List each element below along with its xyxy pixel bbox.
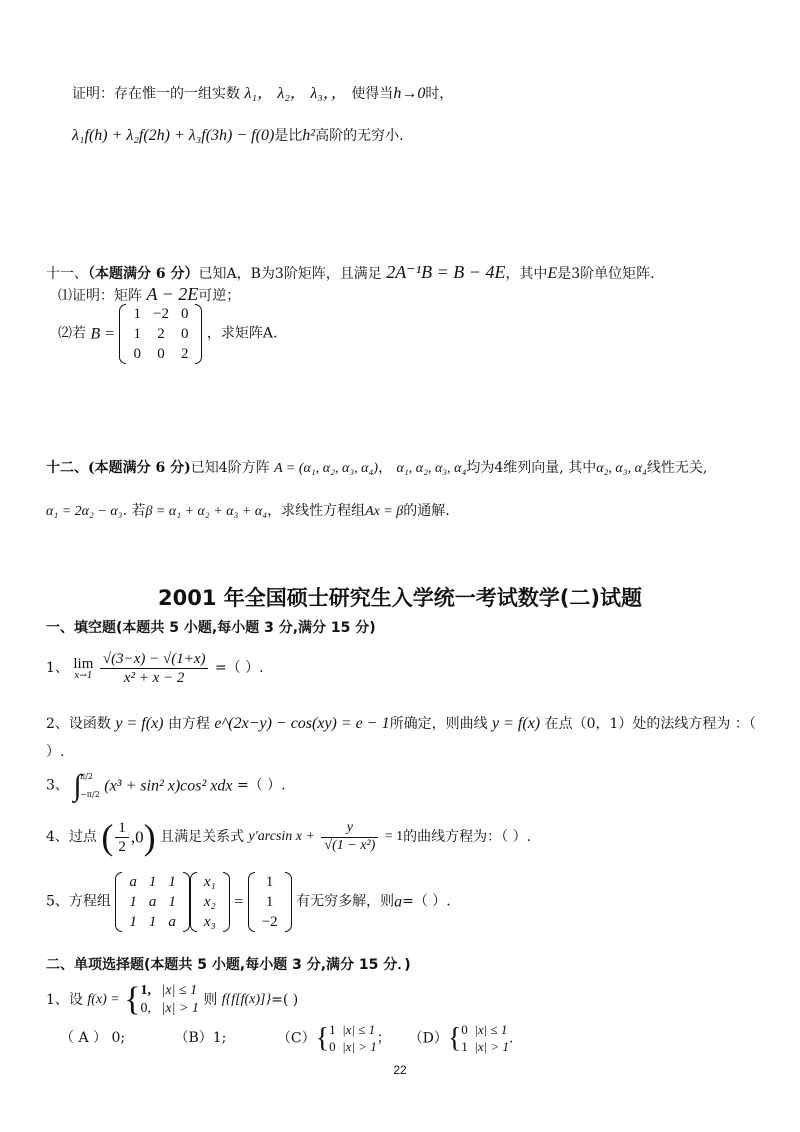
q5-text-a: 有无穷多解，则 — [296, 893, 395, 910]
q5-equals: = — [234, 893, 244, 911]
q1-lim-sub: x→1 — [74, 670, 93, 681]
q2-expr-c: y = f(x) — [492, 715, 541, 732]
q2-text-b: 由方程 — [167, 716, 210, 732]
matrix-cell: 1 — [133, 326, 141, 342]
matrix-cell: 1 — [133, 306, 141, 322]
proof-text: 证明：存在惟一的一组实数 — [72, 86, 240, 102]
q1-lim-word: lim — [73, 655, 94, 672]
q3-number: 3、 — [46, 777, 69, 794]
problem-12-line2-c: 的通解. — [403, 503, 450, 519]
q4-frac-denominator: √(1 − x²) — [324, 838, 376, 854]
s2-q1-text: 则 — [203, 992, 218, 1008]
vector-cell: x₁ — [203, 874, 216, 890]
case-2-condition: |x| > 1 — [161, 1001, 199, 1017]
option-c-end: ； — [376, 1030, 391, 1047]
q3-integrand: (x³ + sin² x)cos² xdx — [104, 777, 233, 795]
problem-11-head: 十一、 — [46, 266, 88, 282]
option-c-label: （C） — [276, 1030, 316, 1047]
d-case-2-value: 1 — [461, 1038, 468, 1054]
problem-12-matrix-A: A = (α₁, α₂, α₃, α₄) — [274, 461, 379, 476]
case-2-value: 0, — [140, 1001, 152, 1017]
part-1-expression: A − 2E — [146, 284, 199, 304]
proof-mid: 是比 — [274, 128, 303, 144]
q4-text-b: 的曲线方程为：（ ）. — [403, 829, 532, 846]
problem-12-alphas-b: α₂, α₃, α₄ — [596, 461, 647, 476]
problem-11-equation: 2A⁻¹B = B − 4E — [386, 262, 506, 282]
problem-12-comma: ， — [378, 460, 393, 476]
q2-text-a: 设函数 — [68, 716, 111, 732]
q4-expr-a: y′arcsin x + — [248, 829, 315, 845]
proof-end-2: 高阶的无穷小. — [315, 128, 404, 144]
option-b: （B）1; — [174, 1030, 227, 1047]
problem-12-head: 十二、 — [46, 460, 88, 476]
problem-11-part-2 — [58, 304, 277, 364]
proof-line-1 — [72, 84, 453, 103]
q4-point-numerator: 1 — [115, 819, 129, 838]
option-c-brace: { — [315, 1023, 330, 1055]
matrix-cell: 0 — [133, 346, 141, 362]
s1-question-3 — [46, 768, 286, 804]
vector-cell: −2 — [261, 914, 278, 930]
case-row — [329, 1039, 377, 1056]
problem-12-line-2 — [46, 503, 450, 521]
problem-12-line2-a: . 若 — [122, 503, 146, 519]
q5-rhs-vector — [248, 872, 292, 932]
integral-sign: ∫ — [73, 769, 82, 802]
option-d-cases — [461, 1022, 509, 1056]
s2-q1-options — [60, 1022, 513, 1056]
matrix-cell: 1 — [148, 874, 157, 890]
option-d-brace: { — [447, 1023, 462, 1055]
s1-question-2 — [46, 714, 756, 733]
q2-text-c: 所确定，则曲线 — [389, 716, 488, 732]
option-c-cases — [329, 1022, 377, 1056]
s1-question-1 — [46, 650, 264, 687]
problem-12-text-a: 已知4阶方阵 — [190, 460, 270, 476]
proof-h2: h² — [302, 127, 316, 144]
q4-left-paren: ( — [101, 817, 114, 857]
q4-frac-numerator: y — [321, 820, 378, 838]
s1-question-5 — [46, 872, 451, 932]
problem-11-E: E — [547, 265, 558, 282]
q4-number: 4、过点 — [46, 829, 97, 846]
c-case-1-condition: |x| ≤ 1 — [342, 1022, 376, 1037]
s2-q1-fx: f(x) = — [87, 992, 120, 1007]
problem-11-part-1 — [58, 284, 240, 306]
matrix-cell: −2 — [152, 306, 169, 322]
proof-tail: 使得当 — [351, 86, 394, 102]
q3-limits — [80, 768, 100, 803]
q4-expr-b: = 1 — [384, 829, 404, 845]
q3-lower: −π/2 — [80, 790, 100, 799]
problem-12-text-c: 线性无关, — [646, 460, 708, 476]
proof-line-2 — [72, 126, 404, 145]
case-row — [329, 1022, 377, 1039]
matrix-cell: a — [129, 874, 137, 890]
s2-question-1 — [46, 980, 298, 1021]
s1-question-4 — [46, 816, 531, 859]
problem-12-line2-b: ，求线性方程组 — [267, 503, 366, 519]
problem-12-line-1 — [46, 460, 707, 478]
problem-11-score: （本题满分 6 分） — [88, 266, 199, 282]
problem-12-alphas: α₁, α₂, α₃, α₄ — [396, 461, 467, 476]
s2-q1-expression: f{f[f(x)]} — [221, 992, 272, 1007]
matrix-B — [119, 304, 202, 364]
q1-limit — [73, 657, 93, 681]
matrix-cell: 0 — [180, 326, 189, 342]
problem-11-text-a: 已知A，B为3阶矩阵，且满足 — [198, 266, 382, 282]
problem-11-text-b: ，其中 — [505, 266, 548, 282]
q3-upper: π/2 — [80, 772, 94, 782]
proof-end: 时， — [425, 86, 454, 102]
matrix-cell: 1 — [148, 914, 157, 930]
option-d-label: （D） — [408, 1030, 448, 1047]
section-1-heading: 一、填空题(本题共 5 小题,每小题 3 分,满分 15 分) — [46, 620, 376, 636]
option-a: （ A ） 0; — [60, 1030, 126, 1047]
matrix-cell: 0 — [157, 346, 165, 362]
s2-q1-brace: { — [124, 981, 141, 1018]
lambda-1: λ₁， — [244, 85, 273, 102]
matrix-cell: 1 — [129, 914, 137, 930]
q2-expr-b: e^(2x−y) − cos(xy) = e − 1 — [214, 715, 390, 732]
matrix-cell: 1 — [129, 894, 137, 910]
problem-12-text-b: 均为4维列向量, 其中 — [466, 460, 597, 476]
q5-number: 5、方程组 — [46, 893, 111, 910]
problem-11-line — [46, 262, 655, 284]
problem-12-beta: β = α₁ + α₂ + α₃ + α₄ — [145, 504, 268, 519]
problem-12-axb: Ax = β — [365, 504, 404, 519]
q1-number: 1、 — [46, 660, 69, 677]
case-row — [461, 1022, 509, 1039]
q2-number: 2、 — [46, 716, 69, 732]
q4-point-x — [115, 819, 129, 856]
c-case-2-value: 0 — [329, 1038, 336, 1054]
matrix-cell: a — [148, 894, 157, 910]
case-row — [141, 982, 199, 1000]
part-1-end: 可逆； — [198, 288, 241, 304]
matrix-cell: a — [168, 914, 176, 930]
part-1-label: ⑴证明：矩阵 — [58, 288, 142, 304]
problem-12-alpha-relation: α₁ = 2α₂ − α₃ — [46, 504, 123, 519]
q4-point-y: ,0 — [130, 827, 144, 847]
q5-variable-vector — [190, 872, 230, 932]
q1-denominator: x² + x − 2 — [123, 670, 185, 686]
q1-fraction — [100, 650, 209, 687]
case-1-value: 1, — [140, 983, 152, 999]
vector-cell: 1 — [265, 894, 274, 910]
lambda-2: λ₂， — [277, 85, 306, 102]
case-row — [461, 1039, 509, 1056]
section-2-heading: 二、单项选择题(本题共 5 小题,每小题 3 分,满分 15 分．) — [46, 957, 411, 973]
q4-text-a: 且满足关系式 — [160, 829, 245, 846]
q1-blank: =（ ）. — [214, 660, 264, 677]
d-case-2-condition: |x| > 1 — [474, 1038, 509, 1054]
part-2-lhs: B = — [90, 325, 116, 343]
d-case-1-condition: |x| ≤ 1 — [474, 1022, 508, 1037]
s2-q1-blank: =( ) — [271, 992, 299, 1008]
d-case-1-value: 0 — [461, 1022, 468, 1037]
matrix-cell: 2 — [180, 346, 189, 362]
s2-q1-number: 1、设 — [46, 992, 83, 1008]
c-case-2-condition: |x| > 1 — [342, 1038, 377, 1054]
case-row — [141, 1000, 199, 1018]
q5-coefficient-matrix — [115, 872, 190, 932]
q2-expr-a: y = f(x) — [115, 715, 164, 732]
q4-right-paren: ) — [143, 817, 156, 857]
c-case-1-value: 1 — [329, 1022, 336, 1037]
part-2-label: ⑵若 — [58, 325, 86, 342]
q2-text-d: 在点（0，1）处的法线方程为 ：（ — [544, 716, 756, 732]
q3-blank: =（ ）. — [236, 777, 286, 794]
vector-cell: x₃ — [203, 914, 216, 930]
lambda-3: λ₃，， — [310, 85, 347, 102]
q4-fraction — [321, 820, 378, 855]
exam-title: 2001 年全国硕士研究生入学统一考试数学(二)试题 — [158, 586, 642, 610]
vector-cell: x₂ — [203, 894, 216, 910]
matrix-cell: 0 — [180, 306, 189, 322]
matrix-cell: 2 — [157, 326, 165, 342]
q4-point-denominator: 2 — [118, 839, 126, 856]
matrix-cell: 1 — [168, 894, 176, 910]
part-2-end: ，求矩阵A. — [206, 325, 278, 342]
s2-q1-cases — [141, 982, 199, 1018]
vector-cell: 1 — [265, 874, 274, 890]
proof-condition: h→0 — [393, 85, 426, 102]
option-d-end: . — [508, 1030, 514, 1047]
matrix-cell: 1 — [168, 874, 176, 890]
case-1-condition: |x| ≤ 1 — [161, 983, 198, 999]
q5-blank: =（ ）. — [402, 893, 451, 910]
proof-expression: λ₁f(h) + λ₂f(2h) + λ₃f(3h) − f(0) — [72, 127, 275, 144]
problem-11-text-c: 是3阶单位矩阵. — [557, 266, 655, 282]
q2-line-2: ）. — [46, 744, 65, 760]
q5-variable-a: a — [394, 893, 403, 911]
q1-numerator: √(3−x) − √(1+x) — [100, 650, 209, 669]
problem-12-score: (本题满分 6 分) — [88, 460, 191, 476]
page-number: 22 — [393, 1063, 407, 1077]
